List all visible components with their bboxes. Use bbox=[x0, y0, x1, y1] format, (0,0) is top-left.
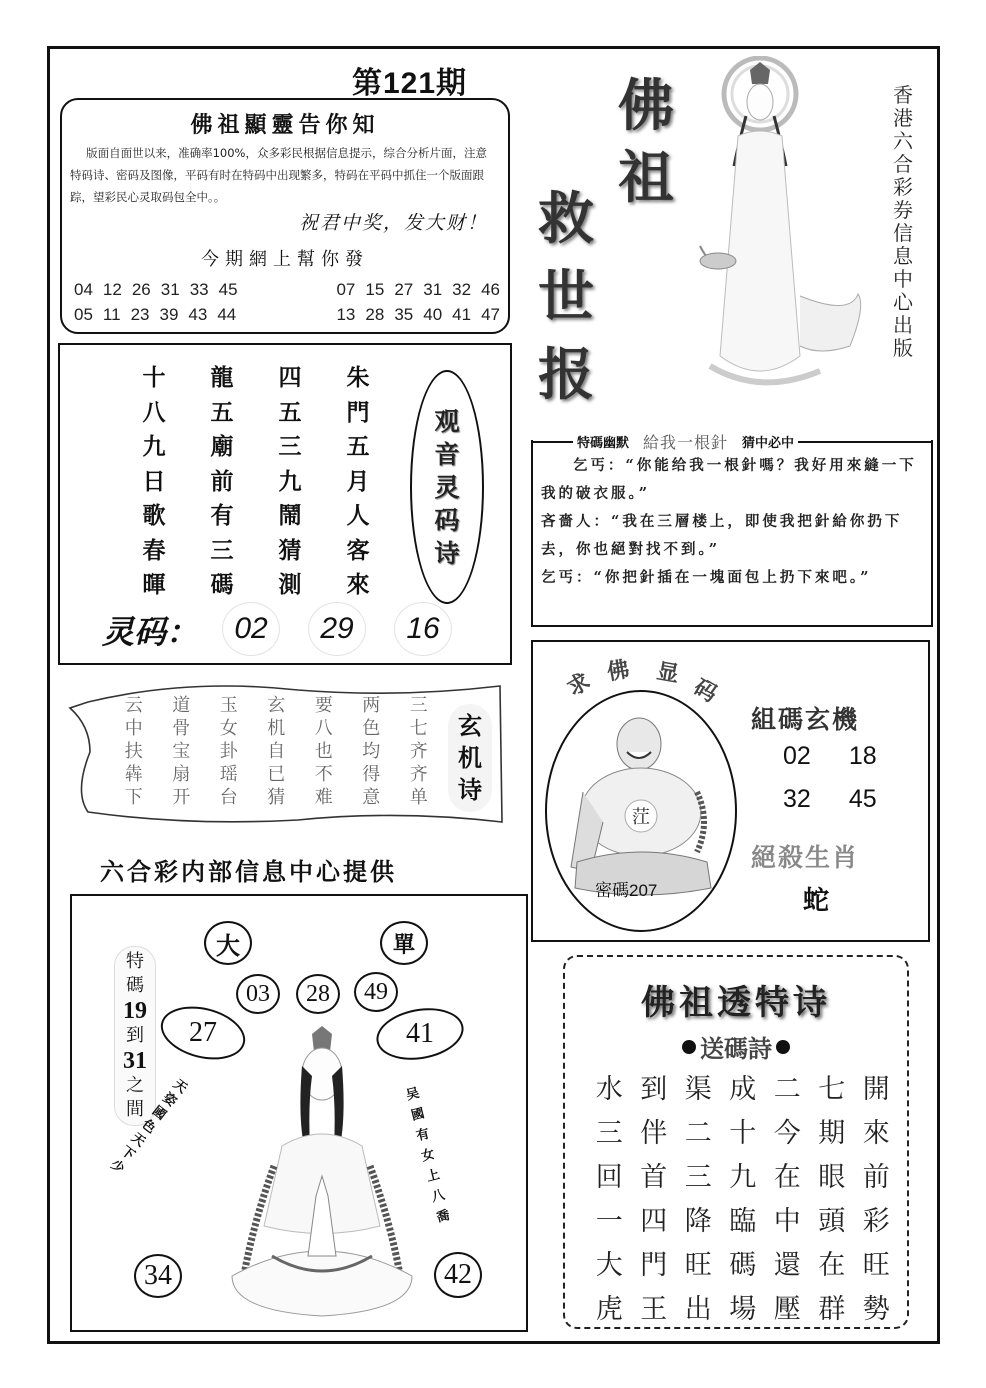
kill-zodiac-title: 絕殺生肖 bbox=[751, 843, 860, 872]
poem-char: 旺 bbox=[684, 1250, 712, 1281]
arc-char: 码 bbox=[689, 674, 722, 708]
secret-code: 密碼207 bbox=[595, 881, 658, 900]
poem-char: 九 bbox=[142, 433, 166, 460]
verse-char: 吴 bbox=[404, 1085, 421, 1104]
poem-char: 碼 bbox=[729, 1250, 757, 1281]
tema-poem-title: 佛祖透特诗 bbox=[641, 983, 831, 1023]
poem-char: 骨 bbox=[172, 718, 191, 739]
notice-body: 版面自面世以来，准确率100%，众多彩民根据信息提示，综合分析片面，注意特码诗、密码及图像，平码有时在特码中出现繁多，特码在平码中抓住一个版面跟踪，望彩民心灵取码包全中。。 bbox=[70, 146, 487, 204]
poem-char: 龍 bbox=[210, 364, 234, 391]
title-char: 报 bbox=[538, 342, 594, 408]
poem-char: 单 bbox=[409, 787, 428, 808]
poem-char: 台 bbox=[219, 787, 238, 808]
poem-char: 玉 bbox=[219, 695, 238, 716]
guanyin-number-box bbox=[70, 894, 528, 1332]
joke-line: 乞丐：“你把針插在一塊面包上扔下來吧。” bbox=[541, 569, 872, 586]
poem-char: 十 bbox=[729, 1118, 757, 1149]
combo-row bbox=[783, 785, 877, 814]
tema-char: 特 bbox=[126, 951, 144, 972]
publisher-char: 券 bbox=[893, 198, 913, 222]
publisher-char: 心 bbox=[893, 290, 913, 314]
badge-big: 大 bbox=[204, 921, 252, 965]
combo-number: 02 bbox=[783, 742, 811, 770]
poem-char: 日 bbox=[142, 467, 166, 495]
poem-char: 廟 bbox=[210, 433, 234, 460]
number: 26 bbox=[131, 280, 151, 299]
title-char: 诗 bbox=[434, 538, 460, 568]
scroll-column bbox=[158, 694, 206, 809]
lingma-number: 29 bbox=[308, 602, 366, 656]
poem-char: 月 bbox=[346, 467, 370, 495]
notice-title: 佛祖顯靈告你知 bbox=[190, 112, 380, 138]
tema-from: 19 bbox=[123, 998, 147, 1024]
poem-char: 人 bbox=[346, 502, 370, 529]
buddha-box bbox=[531, 640, 930, 942]
number-row bbox=[74, 305, 500, 325]
title-char: 机 bbox=[458, 743, 482, 772]
verse-char: 上 bbox=[425, 1167, 442, 1185]
poem-char: 道 bbox=[172, 695, 191, 716]
bullet-dot-icon bbox=[776, 1040, 790, 1054]
poem-char: 下 bbox=[124, 787, 143, 808]
poem-char: 瑶 bbox=[219, 764, 238, 785]
notice-box bbox=[60, 98, 510, 334]
poem-char: 三 bbox=[278, 433, 302, 460]
number: 46 bbox=[481, 280, 500, 299]
poem-char: 云 bbox=[124, 695, 143, 716]
tema-range-pill bbox=[114, 946, 156, 1126]
scroll-column bbox=[348, 694, 396, 809]
poem-char: 場 bbox=[729, 1294, 757, 1325]
poem-char: 伴 bbox=[640, 1118, 668, 1149]
title-char: 码 bbox=[434, 505, 460, 535]
oval-number-value: 41 bbox=[406, 1018, 434, 1049]
number: 32 bbox=[452, 280, 472, 299]
poem-char: 二 bbox=[684, 1118, 712, 1149]
poem-char: 玄 bbox=[267, 695, 286, 716]
poem-char: 今 bbox=[773, 1118, 801, 1149]
poem-char: 門 bbox=[640, 1250, 668, 1281]
publisher-char: 息 bbox=[893, 244, 913, 268]
poem-char: 暉 bbox=[142, 571, 166, 598]
verse-char: 天 bbox=[170, 1076, 190, 1097]
poem-char: 均 bbox=[362, 741, 381, 762]
poem-char: 四 bbox=[640, 1206, 668, 1237]
poem-char: 不 bbox=[314, 764, 333, 785]
poem-char: 中 bbox=[124, 718, 143, 739]
poem-char: 勢 bbox=[862, 1294, 890, 1325]
masthead-title-line2 bbox=[538, 180, 594, 414]
seated-guanyin-illustration-icon bbox=[212, 1026, 432, 1326]
poem-char: 意 bbox=[362, 787, 381, 808]
combo-number: 32 bbox=[783, 785, 811, 813]
number: 28 bbox=[365, 305, 385, 324]
poem-char: 回 bbox=[595, 1162, 623, 1193]
poem-char: 期 bbox=[818, 1118, 846, 1149]
publisher-char: 出 bbox=[893, 313, 913, 337]
xuanji-scroll bbox=[68, 676, 504, 832]
poem-char: 犇 bbox=[124, 764, 143, 785]
verse-char: 天 bbox=[128, 1130, 148, 1151]
publisher-char: 港 bbox=[893, 106, 913, 130]
publisher-char: 六 bbox=[893, 129, 913, 153]
number: 39 bbox=[159, 305, 179, 324]
poem-char: 有 bbox=[210, 502, 234, 529]
combo-number: 45 bbox=[848, 785, 877, 813]
poem-char: 虎 bbox=[595, 1294, 623, 1325]
verse-char: 喬 bbox=[435, 1208, 452, 1226]
number: 33 bbox=[189, 280, 209, 299]
poem-char: 鬧 bbox=[278, 502, 302, 529]
poem-char: 猜 bbox=[278, 536, 302, 564]
verse-char: 八 bbox=[430, 1187, 447, 1206]
title-char: 救 bbox=[538, 186, 594, 252]
poem-char: 三 bbox=[595, 1118, 623, 1149]
poem-char: 一 bbox=[595, 1206, 623, 1237]
number: 35 bbox=[394, 305, 414, 324]
number: 11 bbox=[102, 305, 121, 324]
poem-char: 大 bbox=[595, 1250, 623, 1281]
poem-char: 彩 bbox=[862, 1206, 890, 1237]
poem-char: 色 bbox=[362, 718, 381, 739]
poem-char: 卦 bbox=[219, 741, 238, 762]
top-number: 49 bbox=[354, 972, 398, 1012]
number: 05 bbox=[74, 305, 93, 324]
poem-char: 扶 bbox=[124, 741, 143, 762]
number: 23 bbox=[130, 305, 150, 324]
poem-char: 開 bbox=[862, 1074, 890, 1105]
joke-line: 乞丐：“你能给我一根針嗎？我好用來縫一下我的破衣服。” bbox=[541, 457, 917, 502]
tema-to: 31 bbox=[123, 1048, 147, 1074]
poem-char: 還 bbox=[773, 1250, 801, 1281]
verse-char: 國 bbox=[409, 1106, 427, 1124]
number: 41 bbox=[452, 305, 472, 324]
masthead-title-line1 bbox=[618, 70, 674, 214]
guanyin-poem-box bbox=[58, 343, 512, 665]
number-group-right bbox=[336, 280, 500, 300]
verse-char: 國 bbox=[149, 1103, 169, 1124]
bottom-number: 42 bbox=[434, 1252, 482, 1298]
poem-char: 壓 bbox=[773, 1294, 801, 1325]
number-group-right bbox=[336, 305, 500, 325]
number-row bbox=[74, 280, 500, 300]
joke-header bbox=[531, 430, 933, 453]
poem-char: 群 bbox=[818, 1294, 846, 1325]
joke-box bbox=[531, 433, 933, 627]
lingma-number: 16 bbox=[394, 602, 452, 656]
poem-char: 要 bbox=[314, 695, 333, 716]
poem-char: 八 bbox=[142, 398, 166, 426]
poem-char: 机 bbox=[267, 718, 286, 739]
title-char: 世 bbox=[538, 264, 594, 330]
poem-char: 前 bbox=[210, 467, 234, 495]
poem-char: 首 bbox=[640, 1162, 668, 1193]
verse-char: 色 bbox=[138, 1116, 159, 1137]
subtitle-text: 送碼詩 bbox=[700, 1034, 772, 1063]
top-number: 03 bbox=[236, 974, 280, 1014]
publisher-char: 彩 bbox=[893, 175, 913, 199]
poem-char: 碼 bbox=[210, 571, 234, 598]
guanyin-poem-title bbox=[410, 370, 484, 604]
poem-char: 五 bbox=[210, 398, 234, 426]
top-number: 28 bbox=[296, 974, 340, 1014]
poem-char: 測 bbox=[278, 571, 302, 598]
scroll-column bbox=[253, 694, 301, 809]
poem-char: 九 bbox=[729, 1162, 757, 1193]
standing-guanyin-illustration-icon bbox=[690, 56, 890, 401]
tema-char: 碼 bbox=[126, 975, 144, 996]
number: 47 bbox=[481, 305, 500, 324]
poem-char: 八 bbox=[314, 718, 333, 739]
poem-char: 难 bbox=[314, 787, 333, 808]
poem-char: 齐 bbox=[409, 764, 428, 785]
oval-number-value: 27 bbox=[189, 1017, 217, 1048]
tema-char: 間 bbox=[126, 1099, 144, 1120]
poem-char: 在 bbox=[773, 1162, 801, 1193]
poem-char: 七 bbox=[409, 718, 428, 739]
number: 45 bbox=[218, 280, 238, 299]
poem-char: 歌 bbox=[142, 502, 166, 529]
xuanji-title bbox=[448, 704, 492, 812]
poem-char: 客 bbox=[346, 536, 370, 564]
publisher-char: 香 bbox=[893, 83, 913, 107]
poem-char: 得 bbox=[362, 764, 381, 785]
xuanji-grid bbox=[110, 694, 443, 809]
number: 04 bbox=[74, 280, 93, 299]
poem-char: 春 bbox=[142, 536, 166, 564]
verse-char: 姿 bbox=[159, 1090, 180, 1111]
number-group-left bbox=[74, 305, 236, 325]
poem-char: 王 bbox=[640, 1294, 668, 1325]
poem-char: 四 bbox=[278, 364, 302, 391]
verse-char: 下 bbox=[117, 1143, 138, 1164]
poem-char: 前 bbox=[862, 1162, 890, 1193]
poem-char: 渠 bbox=[684, 1074, 712, 1105]
belly-char: 茳 bbox=[632, 807, 650, 828]
poem-char: 猜 bbox=[267, 787, 286, 808]
joke-body bbox=[541, 452, 923, 592]
poem-char: 五 bbox=[346, 433, 370, 460]
number: 27 bbox=[394, 280, 414, 299]
verse-char: 少 bbox=[107, 1157, 127, 1177]
poem-char: 旺 bbox=[862, 1250, 890, 1281]
verse-char: 女 bbox=[419, 1146, 437, 1165]
poem-char: 齐 bbox=[409, 741, 428, 762]
poem-char: 三 bbox=[210, 536, 234, 564]
combo-number: 18 bbox=[848, 742, 877, 770]
number: 44 bbox=[217, 305, 237, 324]
combo-row bbox=[783, 742, 877, 771]
poem-char: 已 bbox=[267, 764, 286, 785]
tema-poem-box bbox=[563, 955, 909, 1329]
title-char: 音 bbox=[434, 439, 460, 469]
poem-char: 开 bbox=[172, 787, 191, 808]
arc-char: 显 bbox=[654, 658, 681, 688]
arc-char: 求 bbox=[562, 668, 595, 702]
title-char: 灵 bbox=[434, 472, 460, 502]
title-char: 诗 bbox=[458, 775, 482, 804]
number: 07 bbox=[336, 280, 356, 299]
scroll-column bbox=[205, 694, 253, 809]
poem-char: 七 bbox=[818, 1074, 846, 1105]
notice-subtitle: 今期網上幫你發 bbox=[201, 249, 369, 270]
number: 15 bbox=[365, 280, 385, 299]
poem-char: 九 bbox=[278, 467, 302, 495]
tema-char: 之 bbox=[126, 1075, 144, 1096]
number: 31 bbox=[160, 280, 180, 299]
lingma-number: 02 bbox=[222, 602, 280, 656]
poem-char: 中 bbox=[773, 1206, 801, 1237]
scroll-column bbox=[300, 694, 348, 809]
tema-poem-subtitle bbox=[565, 1029, 907, 1064]
poem-char: 來 bbox=[346, 571, 370, 598]
tema-char: 到 bbox=[126, 1025, 144, 1046]
joke-label-right: 猜中必中 bbox=[742, 436, 795, 451]
poem-char: 五 bbox=[278, 398, 302, 426]
publisher-char: 版 bbox=[893, 336, 913, 360]
title-char: 观 bbox=[434, 406, 460, 436]
poem-char: 三 bbox=[409, 695, 428, 716]
poem-char: 也 bbox=[314, 741, 333, 762]
scroll-column bbox=[110, 694, 158, 809]
title-char: 玄 bbox=[458, 711, 482, 740]
number-group-left bbox=[74, 280, 238, 300]
poem-char: 門 bbox=[346, 398, 370, 426]
tema-poem-grid bbox=[587, 1069, 899, 1331]
poem-char: 眼 bbox=[818, 1162, 846, 1193]
combo-title: 組碼玄機 bbox=[751, 705, 860, 734]
poem-char: 两 bbox=[362, 695, 381, 716]
publisher-char: 中 bbox=[893, 267, 913, 291]
poem-char: 出 bbox=[684, 1294, 712, 1325]
poem-char: 臨 bbox=[729, 1206, 757, 1237]
publisher-char: 信 bbox=[893, 221, 913, 245]
kill-zodiac-value: 蛇 bbox=[803, 886, 830, 916]
poem-char: 扇 bbox=[172, 764, 191, 785]
divider bbox=[531, 441, 573, 443]
poem-char: 宝 bbox=[172, 741, 191, 762]
provider-line: 六合彩内部信息中心提供 bbox=[100, 857, 397, 886]
poem-char: 頭 bbox=[818, 1206, 846, 1237]
lingma-label: 灵码： bbox=[102, 613, 199, 651]
number: 40 bbox=[423, 305, 443, 324]
joke-line: 吝嗇人：“我在三層楼上，即使我把針給你扔下去，你也絕對找不到。” bbox=[541, 513, 903, 558]
title-char: 祖 bbox=[618, 145, 674, 211]
bottom-number: 34 bbox=[134, 1254, 182, 1298]
poem-char: 來 bbox=[862, 1118, 890, 1149]
bullet-dot-icon bbox=[682, 1040, 696, 1054]
verse-char: 有 bbox=[414, 1126, 432, 1145]
badge-single: 單 bbox=[380, 921, 428, 965]
poem-char: 朱 bbox=[346, 364, 370, 391]
number: 13 bbox=[336, 305, 356, 324]
poem-char: 在 bbox=[818, 1250, 846, 1281]
poem-char: 二 bbox=[773, 1074, 801, 1105]
joke-label-left: 特碼幽默 bbox=[577, 436, 630, 451]
poem-char: 十 bbox=[142, 364, 166, 391]
scroll-column bbox=[395, 694, 443, 809]
issue-number: 第121期 bbox=[352, 67, 468, 100]
publisher-char: 合 bbox=[893, 152, 913, 176]
number: 12 bbox=[102, 280, 122, 299]
poem-char: 自 bbox=[267, 741, 286, 762]
arc-char: 佛 bbox=[605, 656, 632, 686]
poem-char: 水 bbox=[595, 1074, 623, 1105]
poem-char: 女 bbox=[219, 718, 238, 739]
number: 31 bbox=[423, 280, 443, 299]
publisher-vertical bbox=[890, 84, 916, 360]
number: 43 bbox=[188, 305, 208, 324]
poem-char: 到 bbox=[640, 1074, 668, 1105]
poem-char: 成 bbox=[729, 1074, 757, 1105]
poem-char: 降 bbox=[684, 1206, 712, 1237]
poem-grid bbox=[120, 363, 392, 600]
title-char: 佛 bbox=[618, 73, 674, 139]
joke-label-center: 給我一根針 bbox=[643, 433, 729, 452]
notice-wish: 祝君中奖，发大财！ bbox=[298, 212, 488, 234]
poem-char: 三 bbox=[684, 1162, 712, 1193]
divider bbox=[798, 441, 933, 443]
